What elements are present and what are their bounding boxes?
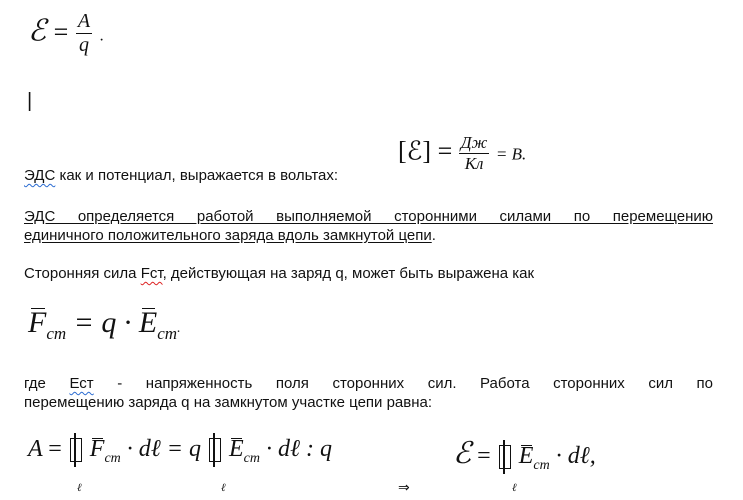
- text-rest: - напряженность поля сторонних сил. Работа сторонних сил по: [93, 375, 714, 392]
- fraction-denominator: Кл: [464, 154, 484, 173]
- paragraph-emf-units: [24, 166, 338, 185]
- text-before-term: где: [24, 375, 70, 392]
- equals-sign: =: [53, 17, 69, 47]
- paragraph-emf-definition-line2: [24, 226, 436, 245]
- differential-length: · dℓ: [555, 443, 590, 469]
- emf-symbol: ℰ: [453, 437, 472, 470]
- paragraph-external-force: [24, 264, 534, 283]
- formula-emf-integral: [453, 436, 596, 474]
- equals-q: = q: [166, 436, 201, 462]
- equals-q-dot: = q ·: [73, 306, 132, 339]
- differential-length: · dℓ: [265, 436, 300, 462]
- fraction-numerator: Дж: [460, 133, 488, 152]
- integral-limit: ℓ: [512, 482, 517, 494]
- contour-integral-icon: [209, 438, 221, 462]
- vector-field: E: [518, 443, 534, 469]
- vector-field: E: [228, 436, 244, 462]
- equals-sign: =: [437, 136, 453, 166]
- equals-sign: =: [477, 443, 491, 469]
- work-symbol: A: [28, 436, 43, 462]
- text-before-term: Сторонняя сила: [24, 265, 141, 282]
- subscript-cm: cm: [46, 324, 67, 343]
- fraction-numerator: A: [77, 10, 91, 32]
- text-after-term: , действующая на заряд q, может быть выражена как: [162, 265, 535, 282]
- formula-emf-units: [398, 133, 526, 174]
- formula-external-force: [28, 306, 181, 344]
- subscript-cm: cm: [533, 457, 550, 473]
- integral-limit: ℓ: [77, 482, 82, 494]
- formula-tail: : q: [305, 436, 332, 462]
- differential-length: · dℓ: [126, 436, 161, 462]
- definition-period: .: [431, 227, 436, 244]
- text-cursor: |: [27, 90, 33, 112]
- subscript-cm: cm: [104, 450, 121, 466]
- paragraph-text: как и потенциал, выражается в вольтах:: [55, 167, 339, 184]
- bracketed-emf: [ℰ]: [398, 136, 432, 166]
- term-external-force: Fст: [140, 265, 163, 282]
- equals-sign: =: [48, 436, 62, 462]
- vector-force: F: [89, 436, 105, 462]
- implies-arrow: ⇒: [398, 480, 410, 496]
- contour-integral-icon: [70, 438, 82, 462]
- integral-limit: ℓ: [221, 482, 226, 494]
- paragraph-field-line1: [24, 374, 713, 393]
- formula-comma: ,: [589, 443, 596, 469]
- subscript-cm: cm: [157, 324, 178, 343]
- term-field-strength: Ест: [69, 375, 94, 392]
- subscript-cm: cm: [243, 450, 260, 466]
- emf-symbol: ℰ: [28, 14, 47, 48]
- fraction-a-over-q: [76, 10, 92, 57]
- fraction-denominator: q: [78, 34, 89, 56]
- definition-text: единичного положительного заряда вдоль замкнутой цепи: [24, 227, 432, 244]
- formula-period: .: [177, 321, 181, 336]
- vector-force: F: [28, 306, 47, 339]
- fraction-joule-per-coulomb: [459, 133, 490, 174]
- paragraph-emf-definition-line1: ЭДС определяется работой выполняемой сторонними силами по перемещению: [24, 208, 713, 225]
- contour-integral-icon: [499, 445, 511, 469]
- paragraph-field-line2: перемещению заряда q на замкнутом участке цепи равна:: [24, 394, 433, 411]
- vector-field: E: [138, 306, 158, 339]
- formula-work-closed-loop: [28, 436, 332, 467]
- formula-emf-definition: [28, 10, 104, 57]
- abbr-emf: ЭДС: [24, 167, 56, 184]
- volt-result: = В.: [495, 144, 527, 164]
- formula-period: .: [99, 27, 104, 45]
